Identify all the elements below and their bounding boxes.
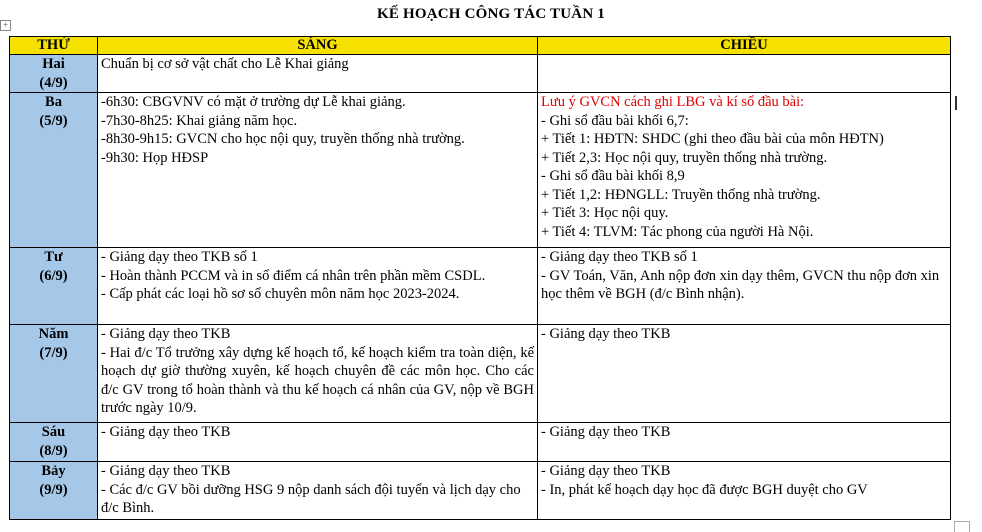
day-cell xyxy=(10,55,98,93)
list-item: + Tiết 3: Học nội quy. xyxy=(541,205,669,221)
page-corner-marker xyxy=(954,521,970,532)
list-item: - Các đ/c GV bồi dưỡng HSG 9 nộp danh sách đội tuyển và lịch dạy cho đ/c Bình. xyxy=(101,481,521,516)
gvcn-note: Lưu ý GVCN cách ghi LBG và kí sổ đầu bài: xyxy=(541,94,805,110)
day-cell xyxy=(10,93,98,248)
list-item: + Tiết 1: HĐTN: SHDC (ghi theo đầu bài của môn HĐTN) xyxy=(541,131,884,147)
afternoon-cell xyxy=(538,93,951,248)
list-item: - Giảng dạy theo TKB xyxy=(541,463,671,479)
list-item: + Tiết 1,2: HĐNGLL: Truyền thống nhà trường. xyxy=(541,186,821,203)
afternoon-cell xyxy=(538,248,951,325)
morning-cell xyxy=(98,93,538,248)
day-date: (7/9) xyxy=(39,344,68,361)
list-item: - Giảng dạy theo TKB xyxy=(101,326,231,342)
day-cell xyxy=(10,248,98,325)
list-item: -6h30: CBGVNV có mặt ở trường dự Lễ khai giảng. xyxy=(101,94,406,110)
afternoon-cell xyxy=(538,55,951,93)
day-name: Hai xyxy=(42,56,65,72)
table-row xyxy=(10,248,951,325)
day-name: Ba xyxy=(45,94,62,110)
day-date: (8/9) xyxy=(39,442,68,459)
list-item: -9h30: Họp HĐSP xyxy=(101,149,209,166)
afternoon-cell xyxy=(538,462,951,520)
list-item: -7h30-8h25: Khai giảng năm học. xyxy=(101,112,298,129)
list-item: + Tiết 4: TLVM: Tác phong của người Hà Nội. xyxy=(541,223,814,240)
list-item: + Tiết 2,3: Học nội quy, truyền thống nhà trường. xyxy=(541,149,828,166)
table-row xyxy=(10,423,951,462)
list-item: Chuẩn bị cơ sở vật chất cho Lễ Khai giảng xyxy=(101,56,349,72)
list-item: - Hai đ/c Tổ trưởng xây dựng kế hoạch tổ, kế hoạch kiểm tra toàn diện, kế hoạch dự giờ thường xuyên, kế hoạch chuyên đề các môn học. Cho các đ/c GV trong tổ hoàn thành và thu kế hoạch cá nhân của GV, nộp về BGH trước ngày 10/9. xyxy=(101,344,534,416)
list-item: - Giảng dạy theo TKB xyxy=(541,424,671,440)
list-item: - Giảng dạy theo TKB xyxy=(101,424,231,440)
day-cell xyxy=(10,462,98,520)
morning-cell xyxy=(98,423,538,462)
list-item: - Hoàn thành PCCM và in sổ điểm cá nhân trên phần mềm CSDL. xyxy=(101,267,486,284)
list-item: - Giảng dạy theo TKB số 1 xyxy=(101,249,258,265)
table-row xyxy=(10,55,951,93)
document-title: KẾ HOẠCH CÔNG TÁC TUẦN 1 xyxy=(376,6,606,22)
header-thu: THỨ xyxy=(10,37,98,55)
day-name: Sáu xyxy=(41,424,66,440)
day-date: (4/9) xyxy=(39,74,68,91)
list-item: - Ghi sổ đầu bài khối 6,7: xyxy=(541,112,689,129)
day-cell xyxy=(10,325,98,423)
table-row xyxy=(10,462,951,520)
table-row xyxy=(10,93,951,248)
header-chieu: CHIỀU xyxy=(538,37,951,55)
day-cell xyxy=(10,423,98,462)
text-cursor-marker xyxy=(955,96,957,110)
morning-cell xyxy=(98,325,538,423)
table-row xyxy=(10,325,951,423)
list-item: - GV Toán, Văn, Anh nộp đơn xin dạy thêm, GVCN thu nộp đơn xin học thêm về BGH (đ/c Bình nhận). xyxy=(541,267,940,302)
afternoon-cell xyxy=(538,325,951,423)
day-name: Năm xyxy=(38,326,69,342)
morning-cell xyxy=(98,462,538,520)
afternoon-cell xyxy=(538,423,951,462)
list-item: -8h30-9h15: GVCN cho học nội quy, truyền thống nhà trường. xyxy=(101,131,465,147)
morning-cell xyxy=(98,248,538,325)
header-row xyxy=(10,37,951,55)
move-anchor-icon[interactable]: + xyxy=(0,20,11,31)
day-date: (6/9) xyxy=(39,267,68,284)
header-sang: SÁNG xyxy=(98,37,538,55)
day-name: Tư xyxy=(44,249,63,265)
list-item: - Ghi sổ đầu bài khối 8,9 xyxy=(541,168,685,184)
day-date: (9/9) xyxy=(39,481,68,498)
weekly-plan-table xyxy=(9,36,951,520)
list-item: - Giảng dạy theo TKB số 1 xyxy=(541,249,698,265)
day-date: (5/9) xyxy=(39,112,68,129)
list-item: - In, phát kế hoạch dạy học đã được BGH duyệt cho GV xyxy=(541,481,868,498)
list-item: - Cấp phát các loại hồ sơ sổ chuyên môn năm học 2023-2024. xyxy=(101,286,460,302)
day-name: Bảy xyxy=(41,463,66,479)
list-item: - Giảng dạy theo TKB xyxy=(541,326,671,342)
list-item: - Giảng dạy theo TKB xyxy=(101,463,231,479)
morning-cell xyxy=(98,55,538,93)
